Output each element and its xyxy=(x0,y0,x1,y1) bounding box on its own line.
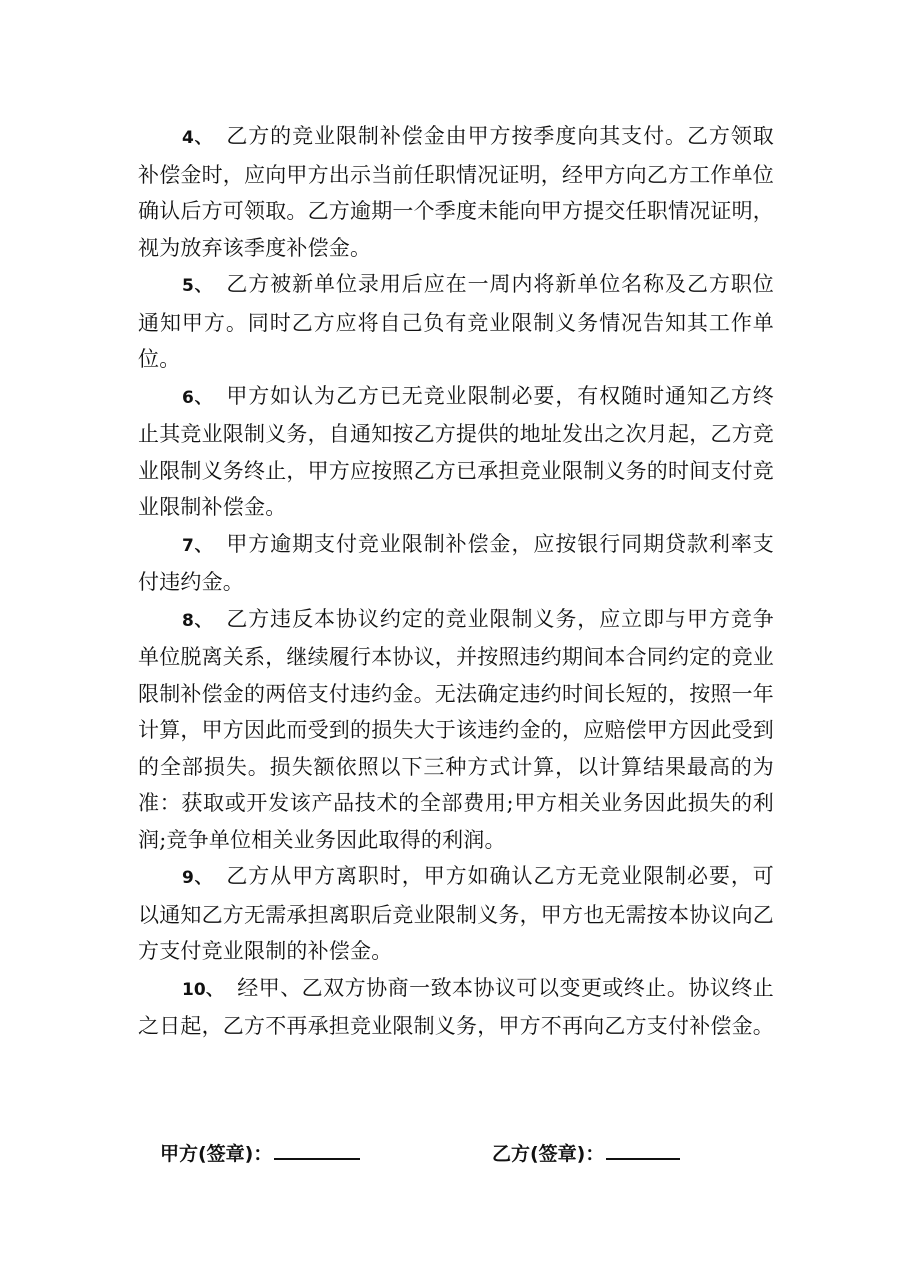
clause-list xyxy=(138,118,774,1045)
clause-text: 乙方违反本协议约定的竞业限制义务，应立即与甲方竞争单位脱离关系，继续履行本协议，并按照违约期间本合同约定的竞业限制补偿金的两倍支付违约金。无法确定违约时间长短的，按照一年计算，甲方因此而受到的损失大于该违约金的，应赔偿甲方因此受到的全部损失。损失额依照以下三种方式计算，以计算结果最高的为准：获取或开发该产品技术的全部费用;甲方相关业务因此损失的利润;竞争单位相关业务因此取得的利润。 xyxy=(138,606,774,852)
party-a-signature xyxy=(160,1138,360,1169)
clause-number: 10、 xyxy=(182,979,224,1000)
clause-5 xyxy=(138,266,774,378)
party-b-signature-line[interactable] xyxy=(606,1138,680,1160)
clause-number: 4、 xyxy=(182,128,213,148)
clause-text: 乙方从甲方离职时，甲方如确认乙方无竞业限制必要，可以通知乙方无需承担离职后竞业限制义务，甲方也无需按本协议向乙方支付竞业限制的补偿金。 xyxy=(138,864,774,963)
clause-number: 5、 xyxy=(182,276,213,296)
clause-text: 经甲、乙双方协商一致本协议可以变更或终止。协议终止之日起，乙方不再承担竞业限制义务，甲方不再向乙方支付补偿金。 xyxy=(138,975,774,1038)
clause-number: 7、 xyxy=(182,535,213,556)
party-a-signature-line[interactable] xyxy=(274,1138,360,1160)
clause-text: 甲方逾期支付竞业限制补偿金，应按银行同期贷款利率支付违约金。 xyxy=(138,531,774,594)
clause-8 xyxy=(138,601,774,859)
clause-9 xyxy=(138,858,774,970)
clause-text: 乙方被新单位录用后应在一周内将新单位名称及乙方职位通知甲方。同时乙方应将自己负有竞业限制义务情况告知其工作单位。 xyxy=(138,272,774,371)
clause-text: 乙方的竞业限制补偿金由甲方按季度向其支付。乙方领取补偿金时，应向甲方出示当前任职情况证明，经甲方向乙方工作单位确认后方可领取。乙方逾期一个季度未能向甲方提交任职情况证明，视为放弃该季度补偿金。 xyxy=(138,124,774,260)
clause-number: 9、 xyxy=(182,868,213,888)
clause-10 xyxy=(138,970,774,1045)
clause-number: 6、 xyxy=(182,387,213,408)
party-a-signature-label: 甲方(签章)： xyxy=(160,1143,273,1165)
clause-text: 甲方如认为乙方已无竞业限制必要，有权随时通知乙方终止其竞业限制义务，自通知按乙方提供的地址发出之次月起，乙方竞业限制义务终止，甲方应按照乙方已承担竞业限制义务的时间支付竞业限制补偿金。 xyxy=(138,383,774,519)
clause-7 xyxy=(138,526,774,601)
party-b-signature xyxy=(492,1138,680,1169)
party-b-signature-label: 乙方(签章)： xyxy=(492,1143,605,1165)
clause-4 xyxy=(138,118,774,266)
clause-6 xyxy=(138,378,774,526)
clause-number: 8、 xyxy=(182,610,213,631)
